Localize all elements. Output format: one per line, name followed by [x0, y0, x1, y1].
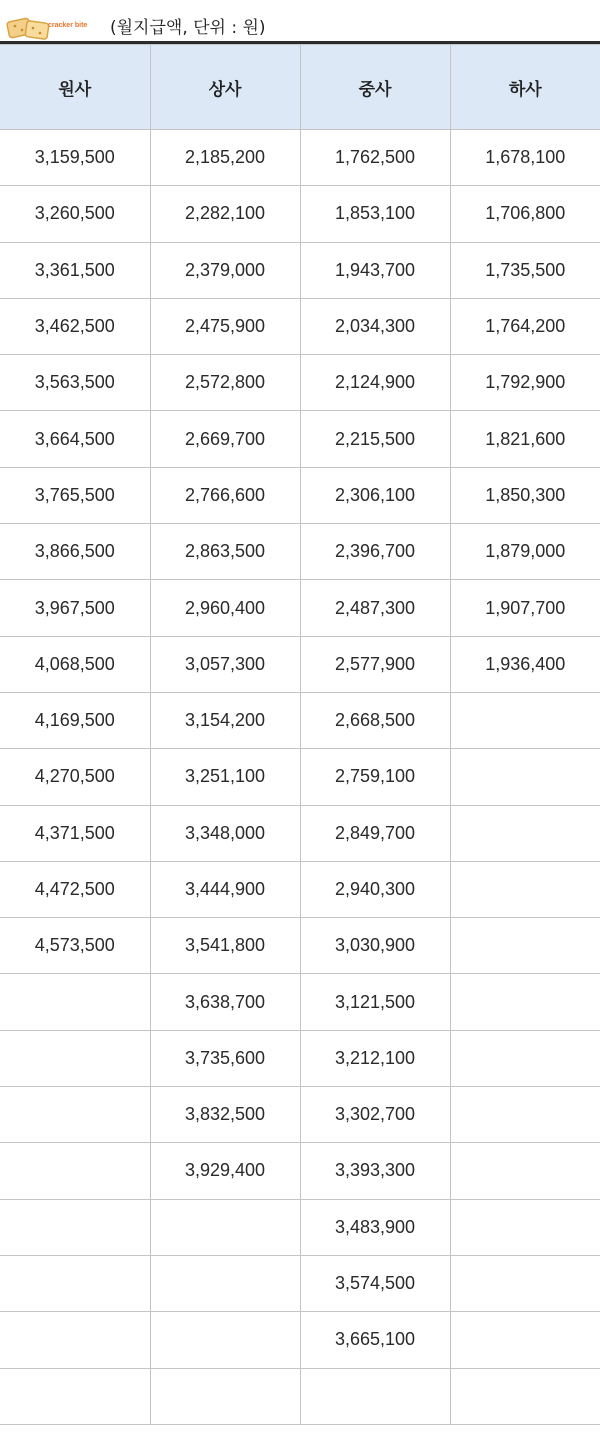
table-cell — [150, 1199, 300, 1255]
table-cell: 3,121,500 — [300, 974, 450, 1030]
table-cell: 3,251,100 — [150, 749, 300, 805]
table-cell: 3,361,500 — [0, 242, 150, 298]
table-cell — [0, 1199, 150, 1255]
table-cell: 2,863,500 — [150, 524, 300, 580]
table-cell: 3,735,600 — [150, 1030, 300, 1086]
table-cell — [450, 749, 600, 805]
table-cell: 3,574,500 — [300, 1255, 450, 1311]
table-cell: 4,068,500 — [0, 636, 150, 692]
table-cell — [0, 1030, 150, 1086]
table-row — [0, 1199, 600, 1255]
table-row — [0, 524, 600, 580]
table-cell: 2,215,500 — [300, 411, 450, 467]
table-row — [0, 1368, 600, 1424]
table-cell: 1,936,400 — [450, 636, 600, 692]
table-row — [0, 130, 600, 186]
table-cell: 2,766,600 — [150, 467, 300, 523]
header-jungsa: 중사 — [300, 45, 450, 130]
table-cell: 2,668,500 — [300, 692, 450, 748]
header-sangsa: 상사 — [150, 45, 300, 130]
table-row — [0, 918, 600, 974]
table-cell: 3,462,500 — [0, 298, 150, 354]
header-hasa: 하사 — [450, 45, 600, 130]
table-cell: 2,572,800 — [150, 355, 300, 411]
table-row — [0, 355, 600, 411]
table-row — [0, 805, 600, 861]
table-cell — [450, 1030, 600, 1086]
table-cell: 3,929,400 — [150, 1143, 300, 1199]
table-cell — [450, 1312, 600, 1368]
logo-text: cracker bite — [48, 22, 88, 29]
table-cell: 3,260,500 — [0, 186, 150, 242]
table-cell: 2,669,700 — [150, 411, 300, 467]
table-cell — [0, 1087, 150, 1143]
table-cell: 1,943,700 — [300, 242, 450, 298]
table-cell: 3,483,900 — [300, 1199, 450, 1255]
table-cell — [0, 1143, 150, 1199]
table-cell: 2,759,100 — [300, 749, 450, 805]
table-cell: 2,487,300 — [300, 580, 450, 636]
table-cell: 3,302,700 — [300, 1087, 450, 1143]
table-row — [0, 636, 600, 692]
table-cell: 1,678,100 — [450, 130, 600, 186]
table-cell — [0, 974, 150, 1030]
table-cell: 2,577,900 — [300, 636, 450, 692]
header-row — [0, 45, 600, 130]
table-caption — [0, 0, 600, 44]
table-cell — [450, 974, 600, 1030]
table-cell: 1,879,000 — [450, 524, 600, 580]
table-row — [0, 242, 600, 298]
table-cell: 3,393,300 — [300, 1143, 450, 1199]
table-cell: 3,638,700 — [150, 974, 300, 1030]
table-cell: 2,282,100 — [150, 186, 300, 242]
salary-table — [0, 44, 600, 1425]
table-row — [0, 692, 600, 748]
table-cell: 1,850,300 — [450, 467, 600, 523]
table-cell: 3,030,900 — [300, 918, 450, 974]
table-cell: 3,866,500 — [0, 524, 150, 580]
table-cell — [450, 1143, 600, 1199]
caption-text: (월지급액, 단위 : 원) — [110, 18, 266, 38]
table-row — [0, 1087, 600, 1143]
table-cell: 1,907,700 — [450, 580, 600, 636]
header-wonsa: 원사 — [0, 45, 150, 130]
table-cell: 2,940,300 — [300, 861, 450, 917]
table-cell: 2,185,200 — [150, 130, 300, 186]
table-cell: 3,348,000 — [150, 805, 300, 861]
table-cell: 1,853,100 — [300, 186, 450, 242]
table-cell: 1,764,200 — [450, 298, 600, 354]
table-row — [0, 1143, 600, 1199]
table-cell — [150, 1255, 300, 1311]
table-cell: 1,735,500 — [450, 242, 600, 298]
table-cell: 2,124,900 — [300, 355, 450, 411]
table-row — [0, 974, 600, 1030]
table-cell: 2,379,000 — [150, 242, 300, 298]
table-cell — [450, 1368, 600, 1424]
table-cell: 3,444,900 — [150, 861, 300, 917]
table-cell: 2,960,400 — [150, 580, 300, 636]
table-cell — [450, 1199, 600, 1255]
table-cell: 3,057,300 — [150, 636, 300, 692]
table-cell — [450, 1255, 600, 1311]
table-row — [0, 1312, 600, 1368]
table-cell: 1,706,800 — [450, 186, 600, 242]
table-row — [0, 749, 600, 805]
table-cell: 3,159,500 — [0, 130, 150, 186]
table-cell — [450, 692, 600, 748]
table-cell: 4,573,500 — [0, 918, 150, 974]
table-cell — [450, 918, 600, 974]
table-cell: 1,792,900 — [450, 355, 600, 411]
table-cell: 2,396,700 — [300, 524, 450, 580]
table-row — [0, 411, 600, 467]
table-cell: 1,821,600 — [450, 411, 600, 467]
table-cell: 3,765,500 — [0, 467, 150, 523]
table-cell — [0, 1368, 150, 1424]
table-cell: 3,967,500 — [0, 580, 150, 636]
table-cell: 3,541,800 — [150, 918, 300, 974]
table-row — [0, 467, 600, 523]
table-cell: 3,212,100 — [300, 1030, 450, 1086]
table-cell: 4,270,500 — [0, 749, 150, 805]
table-cell — [450, 1087, 600, 1143]
table-cell: 2,849,700 — [300, 805, 450, 861]
table-cell: 1,762,500 — [300, 130, 450, 186]
table-row — [0, 861, 600, 917]
table-cell: 3,832,500 — [150, 1087, 300, 1143]
table-row — [0, 1255, 600, 1311]
table-cell: 4,472,500 — [0, 861, 150, 917]
table-cell: 3,664,500 — [0, 411, 150, 467]
table-cell — [150, 1368, 300, 1424]
table-cell — [0, 1312, 150, 1368]
table-cell: 4,371,500 — [0, 805, 150, 861]
table-cell — [300, 1368, 450, 1424]
table-cell — [0, 1255, 150, 1311]
table-cell: 4,169,500 — [0, 692, 150, 748]
table-cell: 3,563,500 — [0, 355, 150, 411]
table-cell: 3,154,200 — [150, 692, 300, 748]
table-cell — [450, 861, 600, 917]
table-cell: 2,034,300 — [300, 298, 450, 354]
table-row — [0, 1030, 600, 1086]
table-cell: 2,306,100 — [300, 467, 450, 523]
table-cell — [150, 1312, 300, 1368]
table-body — [0, 130, 600, 1425]
table-row — [0, 298, 600, 354]
table-row — [0, 580, 600, 636]
table-cell: 2,475,900 — [150, 298, 300, 354]
table-row — [0, 186, 600, 242]
table-cell: 3,665,100 — [300, 1312, 450, 1368]
table-cell — [450, 805, 600, 861]
